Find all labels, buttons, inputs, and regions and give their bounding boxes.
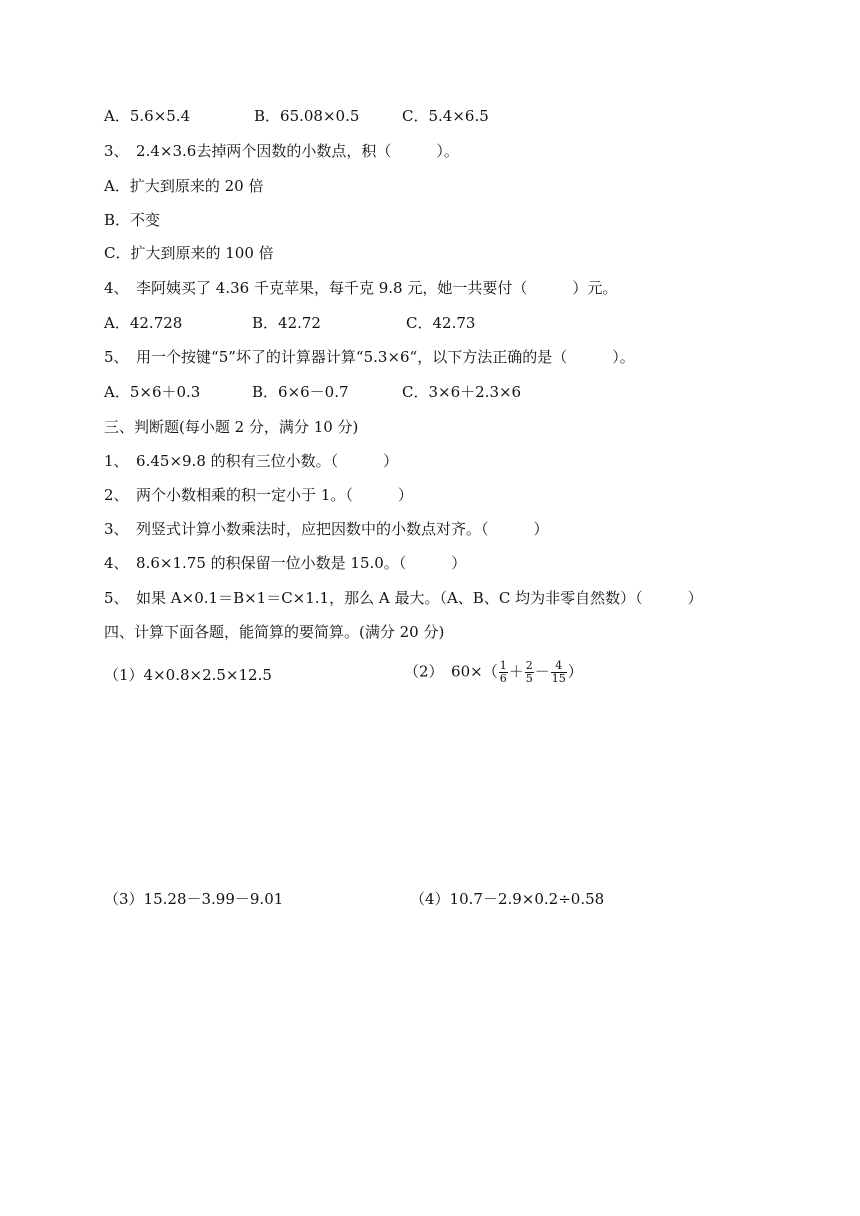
q5-option-c: C．3×6＋2.3×6	[402, 383, 522, 401]
q4-option-c: C．42.73	[406, 314, 476, 332]
calc-problem-3: （3）15.28－3.99－9.01	[104, 890, 284, 908]
q3-stem: 3、 2.4×3.6去掉两个因数的小数点，积（ ）。	[104, 142, 459, 160]
q4-stem: 4、 李阿姨买了 4.36 千克苹果，每千克 9.8 元，她一共要付（ ）元。	[104, 279, 618, 297]
section3-title: 三、判断题(每小题 2 分，满分 10 分)	[104, 418, 359, 436]
minus-operator: －	[534, 662, 550, 681]
fraction-3-numerator: 4	[551, 660, 567, 673]
q3-option-b: B．不变	[104, 211, 161, 229]
q3-option-c: C．扩大到原来的 100 倍	[104, 244, 274, 262]
calc-problem-2-prefix: （2） 60×（	[404, 662, 498, 681]
calc-problem-2	[404, 660, 583, 685]
fraction-2-numerator: 2	[525, 659, 533, 672]
section3-item-3: 3、 列竖式计算小数乘法时，应把因数中的小数点对齐。（ ）	[104, 520, 549, 538]
fraction-1-denominator: 6	[499, 672, 507, 685]
fraction-1-numerator: 1	[499, 659, 507, 672]
q4-option-a: A．42.728	[104, 314, 183, 332]
fraction-2-denominator: 5	[525, 672, 533, 685]
fraction-2	[525, 660, 534, 685]
calc-problem-2-suffix: ）	[567, 662, 583, 681]
section4-title: 四、计算下面各题，能简算的要简算。(满分 20 分)	[104, 623, 445, 641]
fraction-3	[551, 660, 567, 685]
calc-problem-1: （1）4×0.8×2.5×12.5	[104, 666, 272, 684]
q4-option-b: B．42.72	[252, 314, 321, 332]
calc-problem-4: （4）10.7－2.9×0.2÷0.58	[410, 890, 605, 908]
q3-option-a: A．扩大到原来的 20 倍	[104, 177, 264, 195]
section3-item-2: 2、 两个小数相乘的积一定小于 1。（ ）	[104, 486, 413, 504]
q5-stem: 5、 用一个按键“5”坏了的计算器计算“5.3×6“，以下方法正确的是（ ）。	[104, 348, 635, 366]
fraction-3-denominator: 15	[551, 672, 566, 685]
q2-option-c: C．5.4×6.5	[402, 107, 489, 125]
q5-option-a: A．5×6＋0.3	[104, 383, 201, 401]
section3-item-1: 1、 6.45×9.8 的积有三位小数。（ ）	[104, 452, 399, 470]
plus-operator: ＋	[508, 662, 524, 681]
q2-option-b: B．65.08×0.5	[254, 107, 360, 125]
section3-item-4: 4、 8.6×1.75 的积保留一位小数是 15.0。（ ）	[104, 554, 467, 572]
section3-item-5: 5、 如果 A×0.1＝B×1＝C×1.1，那么 A 最大。（A、B、C 均为非零自然数）（ ）	[104, 589, 703, 607]
q2-option-a: A．5.6×5.4	[104, 107, 191, 125]
fraction-1	[499, 660, 508, 685]
q5-option-b: B．6×6－0.7	[252, 383, 349, 401]
